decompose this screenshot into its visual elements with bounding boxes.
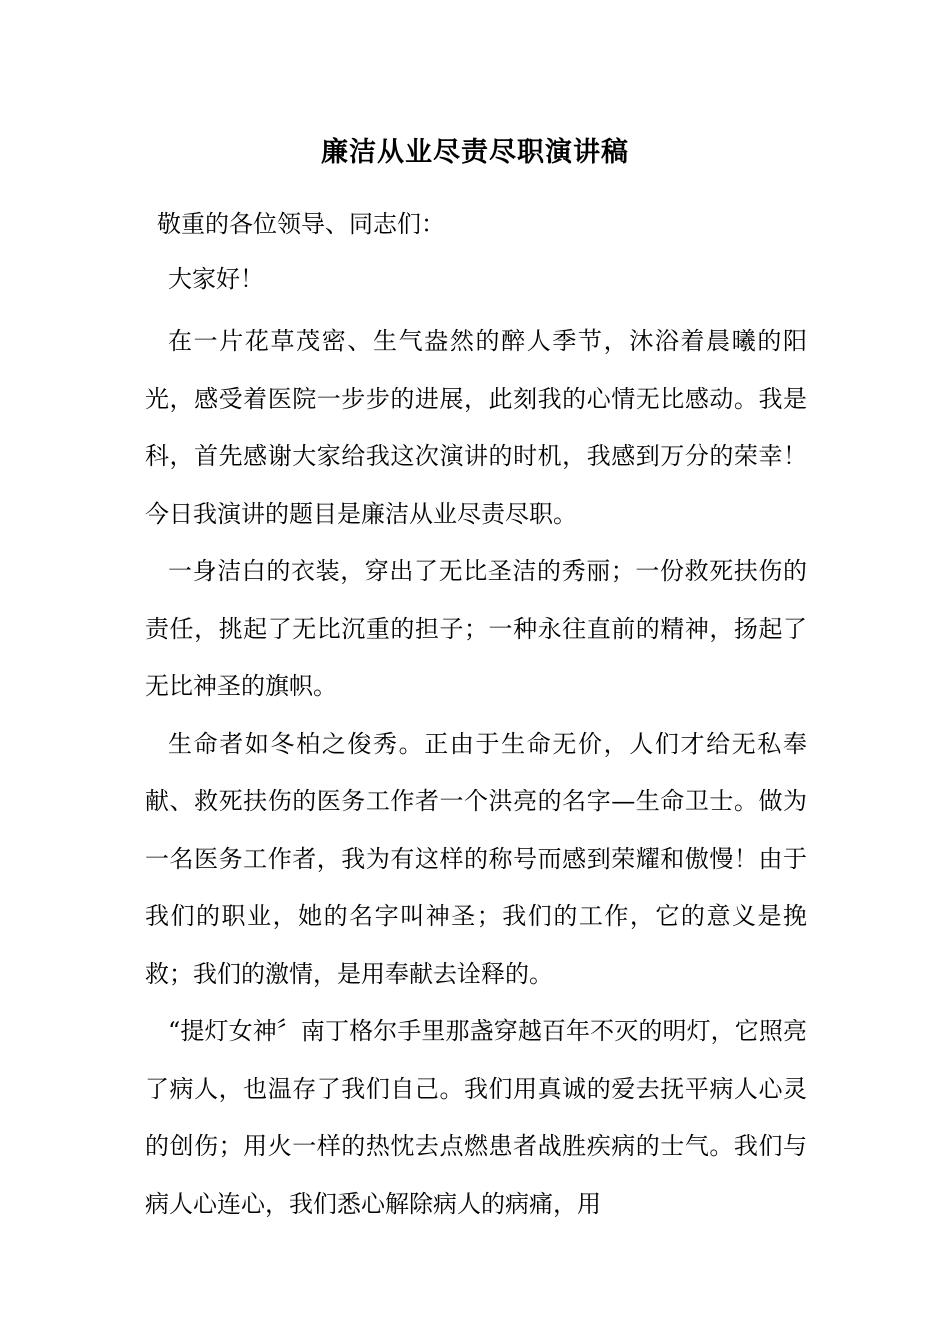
document-title: 廉洁从业尽责尽职演讲稿	[321, 137, 629, 168]
speech-body	[145, 313, 807, 1233]
paragraph-4: “提灯女神〞南丁格尔手里那盏穿越百年不灭的明灯，它照亮了病人，也温存了我们自己。我们用真诚的爱去抚平病人心灵的创伤；用火一样的热忱去点燃患者战胜疾病的士气。我们与病人心连心，我们悉心解除病人的病痛，用	[145, 1017, 807, 1218]
paragraph-1: 在一片花草茂密、生气盎然的醉人季节，沐浴着晨曦的阳光，感受着医院一步步的进展，此刻我的心情无比感动。我是科，首先感谢大家给我这次演讲的时机，我感到万分的荣幸！今日我演讲的题目是廉洁从业尽责尽职。	[145, 327, 807, 528]
paragraph-3: 生命者如冬柏之俊秀。正由于生命无价，人们才给无私奉献、救死扶伤的医务工作者一个洪亮的名字—生命卫士。做为一名医务工作者，我为有这样的称号而感到荣耀和傲慢！由于我们的职业，她的名字叫神圣；我们的工作，它的意义是挽救；我们的激情，是用奉献去诠释的。	[145, 729, 807, 988]
paragraph-2: 一身洁白的衣装，穿出了无比圣洁的秀丽；一份救死扶伤的责任，挑起了无比沉重的担子；一种永往直前的精神，扬起了无比神圣的旗帜。	[145, 557, 807, 700]
salutation: 敬重的各位领导、同志们：	[157, 210, 445, 238]
greeting: 大家好！	[168, 265, 264, 293]
